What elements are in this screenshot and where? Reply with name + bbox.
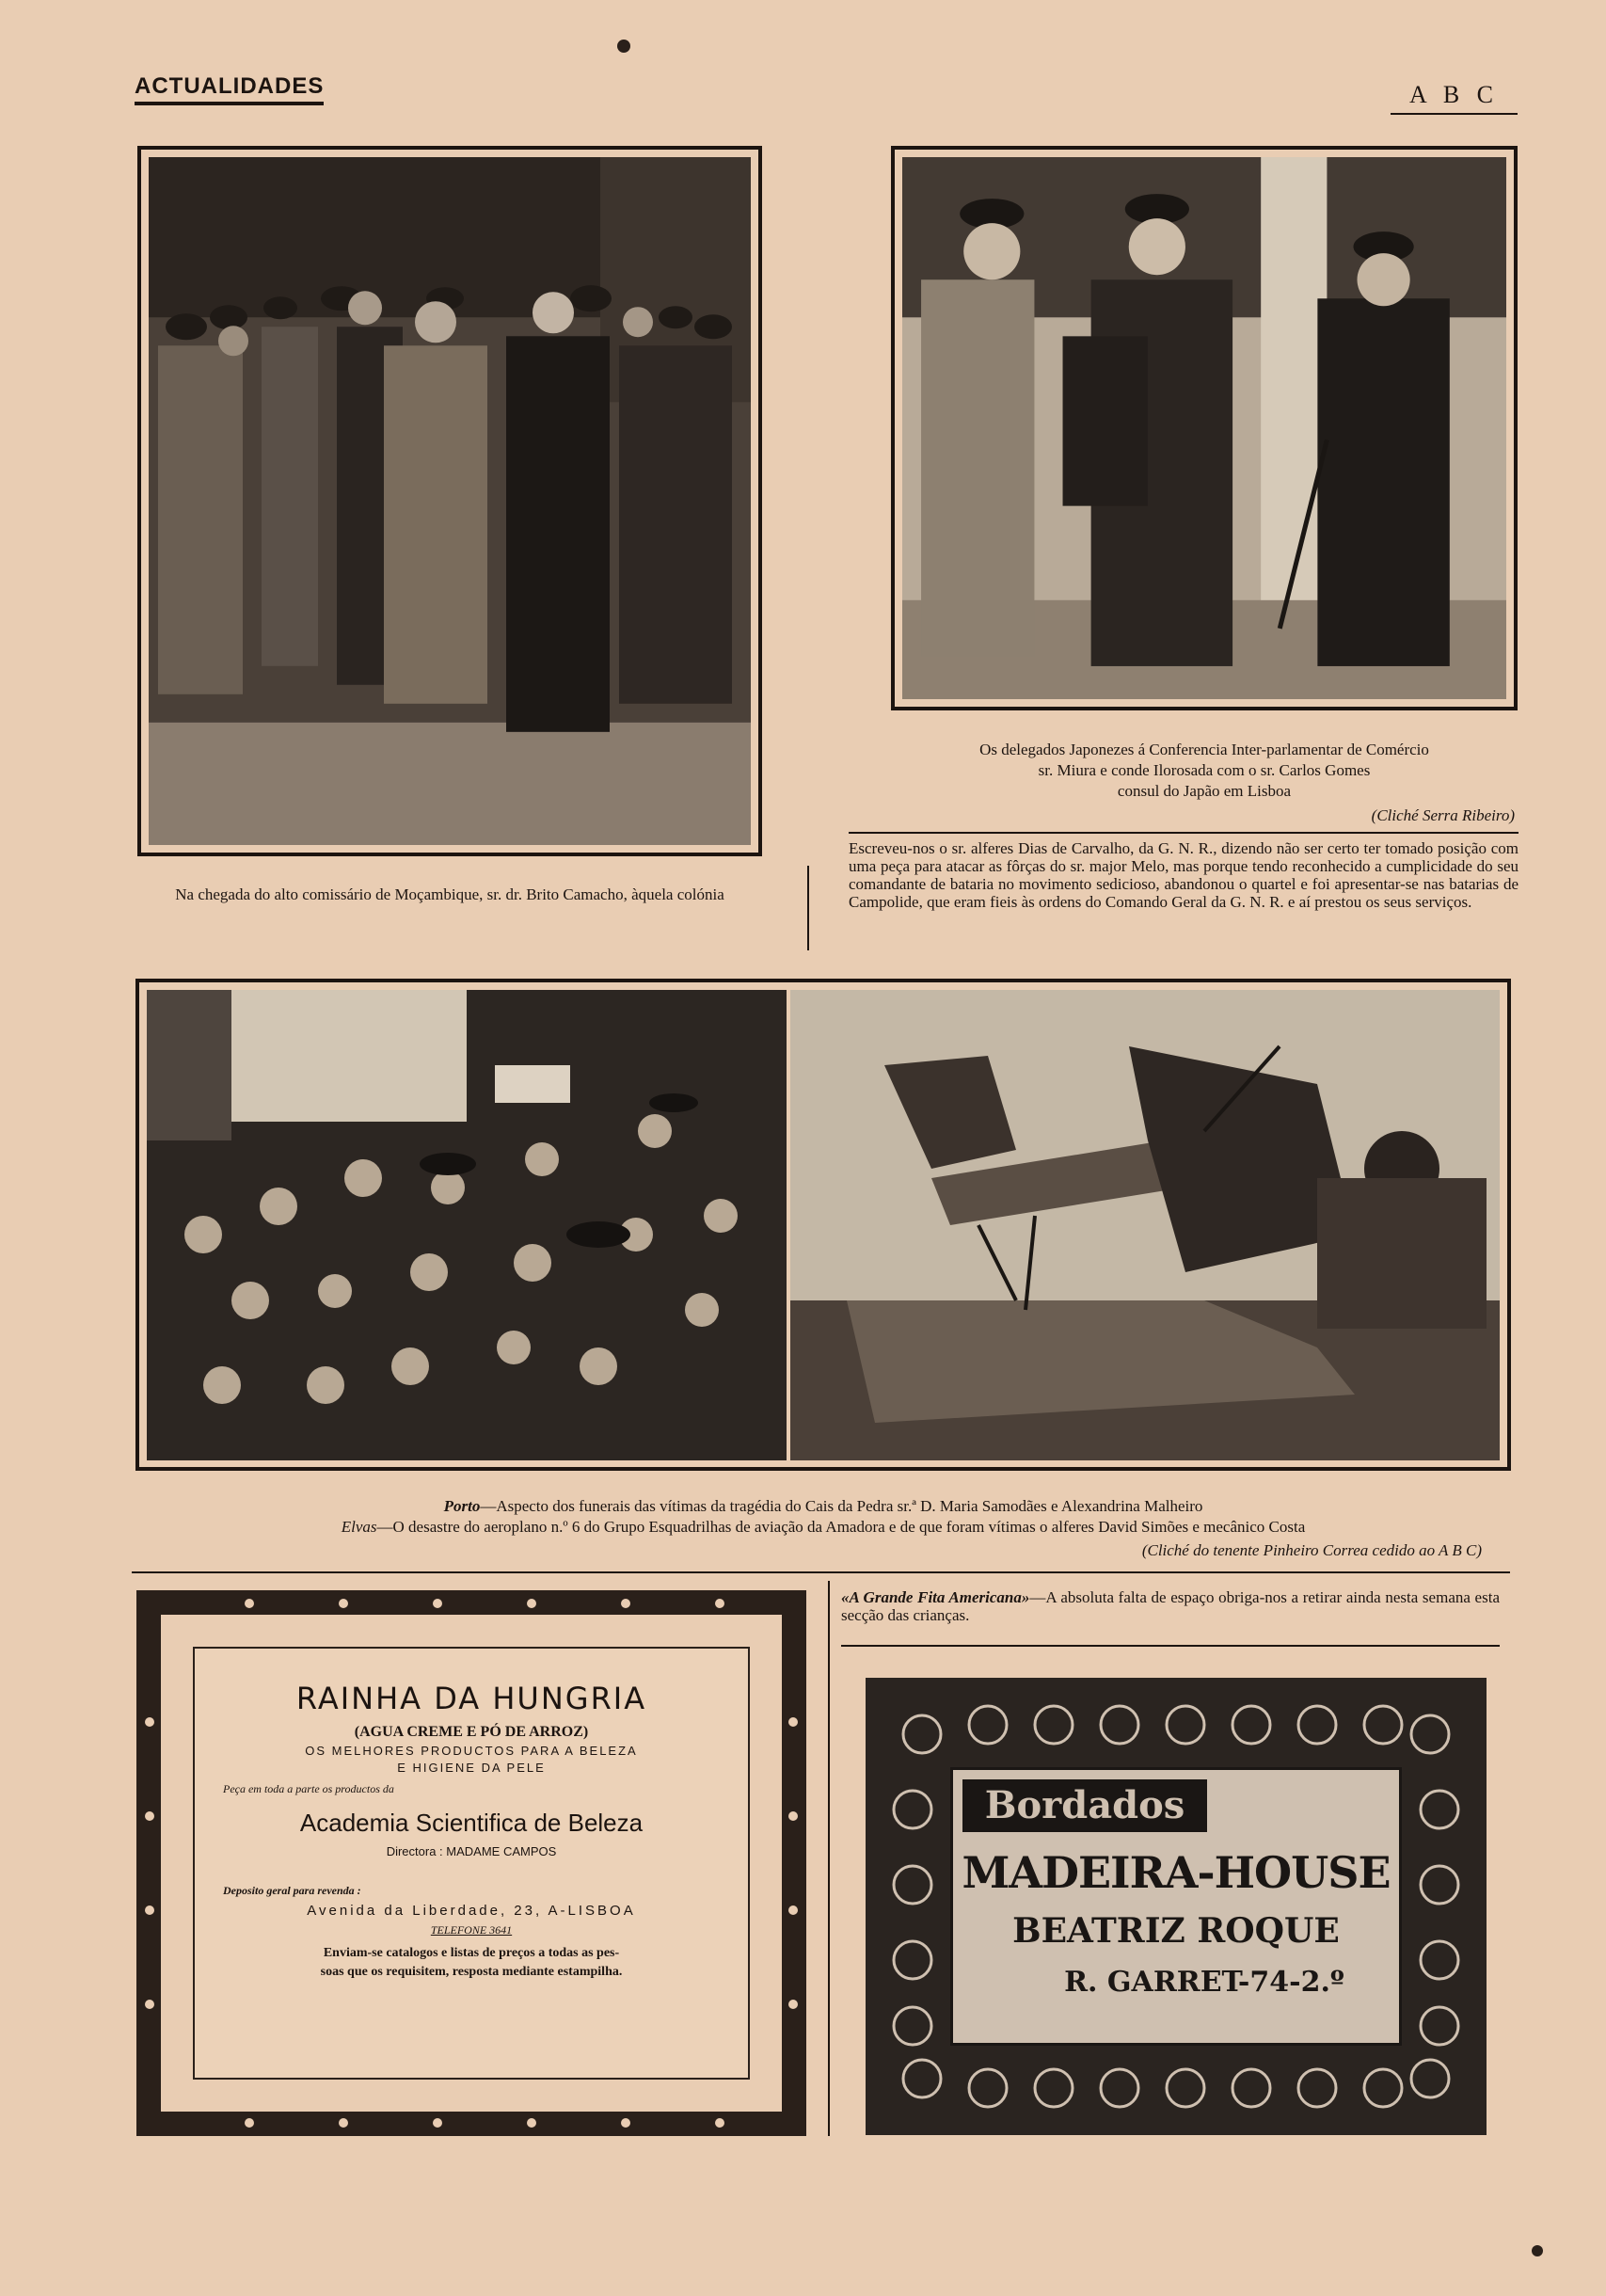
ad-director: Directora : MADAME CAMPOS [386, 1844, 557, 1858]
elvas-text: —O desastre do aeroplano n.º 6 do Grupo Esquadrilhas de aviação da Amadora e de que foram vítimas o alferes David Simões e mecânico Costa [376, 1518, 1306, 1536]
rainha-da-hungria-ad [136, 1590, 806, 2136]
column-divider-top [807, 866, 809, 950]
ad-address: Avenida da Liberdade, 23, A-LISBOA [307, 1903, 636, 1919]
ad-line-beatriz-roque: BEATRIZ ROQUE [1012, 1911, 1340, 1951]
elvas-caption [103, 1517, 1543, 1538]
photo-frame-middle [135, 979, 1511, 1471]
ad-sign-panel [950, 1767, 1402, 2046]
corner-dot [1532, 2245, 1543, 2256]
porto-label: Porto [443, 1497, 481, 1515]
madeira-house-ad [866, 1678, 1487, 2135]
ad-subtitle: (AGUA CREME E PÓ DE ARROZ) [354, 1724, 589, 1740]
photo-frame-delegates [891, 146, 1518, 710]
ad-line-bordados: Bordados [962, 1779, 1207, 1832]
kids-note [841, 1588, 1500, 1624]
section-title: ACTUALIDADES [135, 73, 324, 105]
magazine-title: A B C [1391, 81, 1518, 115]
ad-body [193, 1647, 750, 2080]
ad-brand: RAINHA DA HUNGRIA [295, 1681, 647, 1716]
middle-credit: (Cliché do tenente Pinheiro Correa cedido ao A B C) [1141, 1541, 1482, 1559]
ad-line-address: R. GARRET-74-2.º [1064, 1966, 1344, 1999]
ad-catalog-1: Enviam-se catalogos e listas de preços a todas as pes- [323, 1946, 620, 1960]
ad-academy: Academia Scientifica de Beleza [299, 1809, 644, 1837]
porto-caption [103, 1496, 1543, 1517]
delegates-caption-line-3: consul do Japão em Lisboa [1117, 782, 1292, 800]
funeral-photo [147, 990, 787, 1460]
elvas-label: Elvas [341, 1518, 377, 1536]
delegates-credit: (Cliché Serra Ribeiro) [1371, 806, 1515, 824]
correction-notice: Escreveu-nos o sr. alferes Dias de Carvalho, da G. N. R., dizendo não ser certo ter tomado posição com uma peça para atacar as fôrças do sr. major Melo, mas porque tendo reconhecido a cumplicidade do seu comandante de bataria no movimento sedicioso, abandonou o quartel e foi apresentar-se nas batarias de Campolide, que eram fieis às ordens do Comando Geral da G. N. R. e aí prestou os seus serviços. [849, 839, 1519, 911]
middle-rule [132, 1571, 1510, 1573]
ad-ask: Peça em toda a parte os productos da [223, 1782, 394, 1795]
column-divider-bottom [828, 1581, 830, 2136]
kids-note-text: —A absoluta falta de espaço obriga-nos a retirar ainda nesta semana esta secção das crianças. [841, 1588, 1500, 1624]
ad-catalog-2: soas que os requisitem, resposta mediante estampilha. [320, 1965, 623, 1979]
delegates-caption [866, 740, 1543, 802]
print-dot [617, 40, 630, 53]
delegates-caption-line-2: sr. Miura e conde Ilorosada com o sr. Carlos Gomes [1038, 761, 1371, 779]
arrival-photo [149, 157, 751, 845]
middle-caption [103, 1496, 1543, 1538]
delegates-photo [902, 157, 1506, 699]
notice-rule-top [849, 832, 1519, 834]
kids-note-rule [841, 1645, 1500, 1647]
ad-phone: TELEFONE 3641 [430, 1923, 513, 1937]
photo-frame-arrival [137, 146, 762, 856]
ad-tagline-1: OS MELHORES PRODUCTOS PARA A BELEZA [305, 1744, 638, 1758]
kids-note-title: «A Grande Fita Americana» [841, 1588, 1030, 1606]
ad-deposit: Deposito geral para revenda : [223, 1884, 361, 1897]
delegates-caption-line-1: Os delegados Japonezes á Conferencia Inter-parlamentar de Comércio [979, 741, 1429, 758]
plane-crash-photo [790, 990, 1500, 1460]
ad-line-madeira-house: MADEIRA-HOUSE [962, 1847, 1391, 1898]
arrival-caption: Na chegada do alto comissário de Moçambique, sr. dr. Brito Camacho, àquela colónia [175, 885, 724, 903]
ad-tagline-2: E HIGIENE DA PELE [397, 1761, 546, 1775]
porto-text: —Aspecto dos funerais das vítimas da tragédia do Cais da Pedra sr.ª D. Maria Samodães e Alexandrina Malheiro [480, 1497, 1203, 1515]
